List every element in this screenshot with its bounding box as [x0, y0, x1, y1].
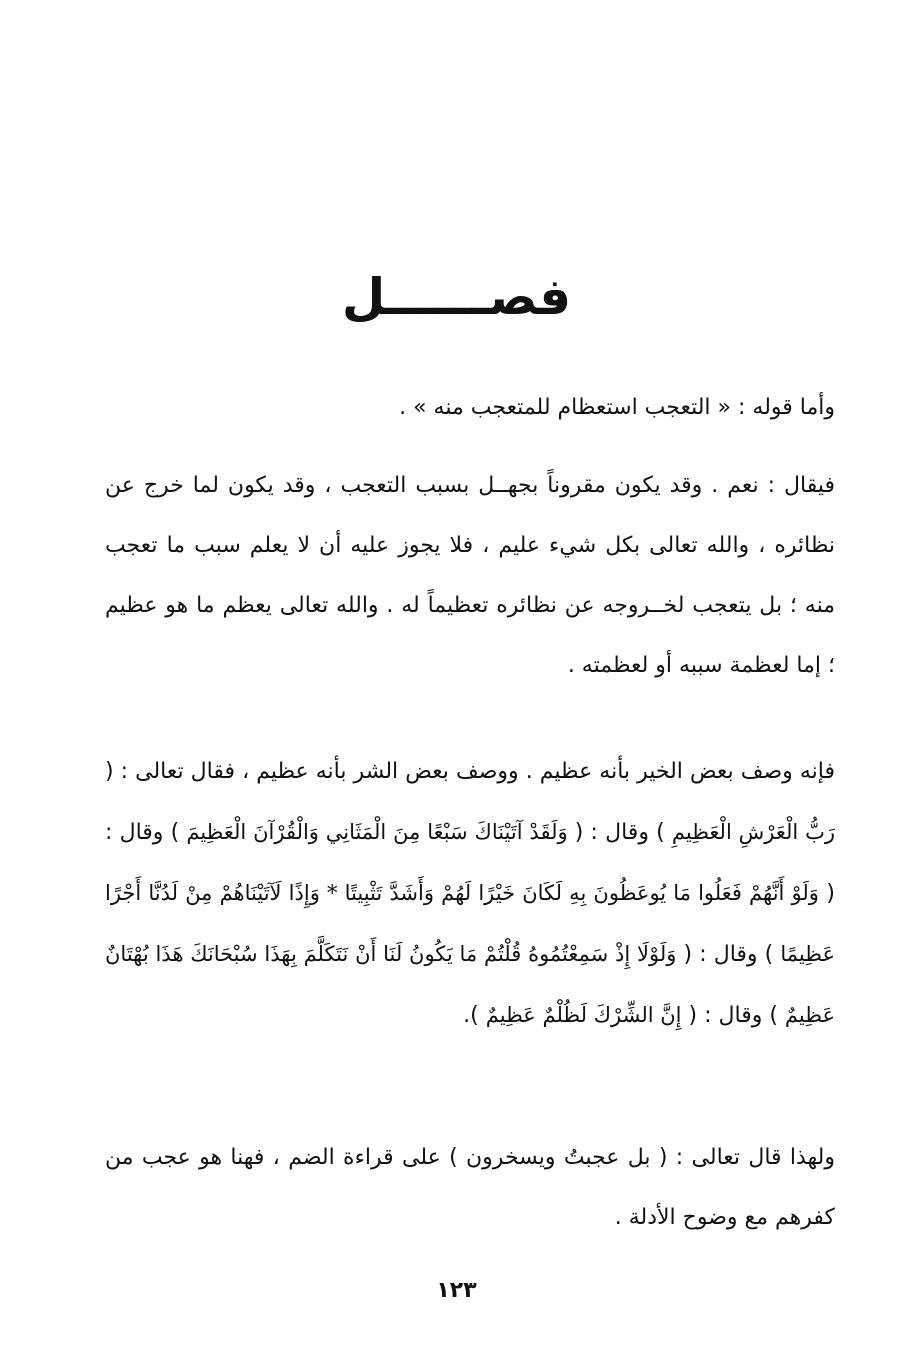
- quran-verse-2: وَلَقَدْ آتَيْنَاكَ سَبْعًا مِنَ الْمَثَانِي وَالْقُرْآنَ الْعَظِيمَ: [186, 820, 568, 844]
- paragraph-3-connector-3: ) وقال : (: [683, 942, 774, 967]
- paragraph-3: [105, 742, 835, 1046]
- paragraph-3-end: ).: [463, 1003, 479, 1028]
- page-number: ١٢٣: [436, 1278, 477, 1303]
- section-heading: فصــــــل: [341, 268, 572, 326]
- paragraph-2: فيقال : نعم . وقد يكون مقروناً بجهــل بسبب التعجب ، وقد يكون لما خرج عن نظائره ، والله تعالى بكل شيء عليم ، فلا يجوز عليه أن لا يعلم سبب ما تعجب منه ؛ بل يتعجب لخــروجه عن نظائره تعظيماً له . والله تعالى يعظم ما هو عظيم ؛ إما لعظمة سببه أو لعظمته .: [105, 473, 835, 678]
- paragraph-3-intro: فإنه وصف بعض الخير بأنه عظيم . ووصف بعض الشر بأنه عظيم ، فقال تعالى : (: [105, 759, 835, 784]
- paragraph-3-connector-1: ) وقال : (: [574, 820, 665, 845]
- quran-verse-4: وَلَوْلَا إِذْ سَمِعْتُمُوهُ قُلْتُمْ مَا يَكُونُ لَنَا أَنْ نَتَكَلَّمَ بِهَذَا سُبْحَانَكَ هَذَا بُهْتَانٌ عَظِيمٌ: [105, 942, 835, 1027]
- paragraph-3-connector-2: ) وقال : (: [105, 820, 835, 906]
- paragraph-4: ولهذا قال تعالى : ( بل عجبتُ ويسخرون ) على قراءة الضم ، فهنا هو عجب من كفرهم مع وضوح الأدلة .: [105, 1145, 835, 1230]
- paragraph-1: وأما قوله : « التعجب استعظام للمتعجب منه » .: [399, 395, 835, 420]
- quran-verse-3: وَلَوْ أَنَّهُمْ فَعَلُوا مَا يُوعَظُونَ بِهِ لَكَانَ خَيْرًا لَهُمْ وَأَشَدَّ تَثْبِيتًا * وَإِذًا لَآتَيْنَاهُمْ مِنْ لَدُنَّا أَجْرًا عَظِيمًا: [105, 881, 835, 966]
- paragraph-3-connector-4: ) وقال : (: [688, 1003, 778, 1028]
- quran-verse-1: رَبُّ الْعَرْشِ الْعَظِيمِ: [671, 820, 835, 844]
- quran-verse-5: إِنَّ الشِّرْكَ لَظُلْمٌ عَظِيمٌ: [485, 1003, 682, 1027]
